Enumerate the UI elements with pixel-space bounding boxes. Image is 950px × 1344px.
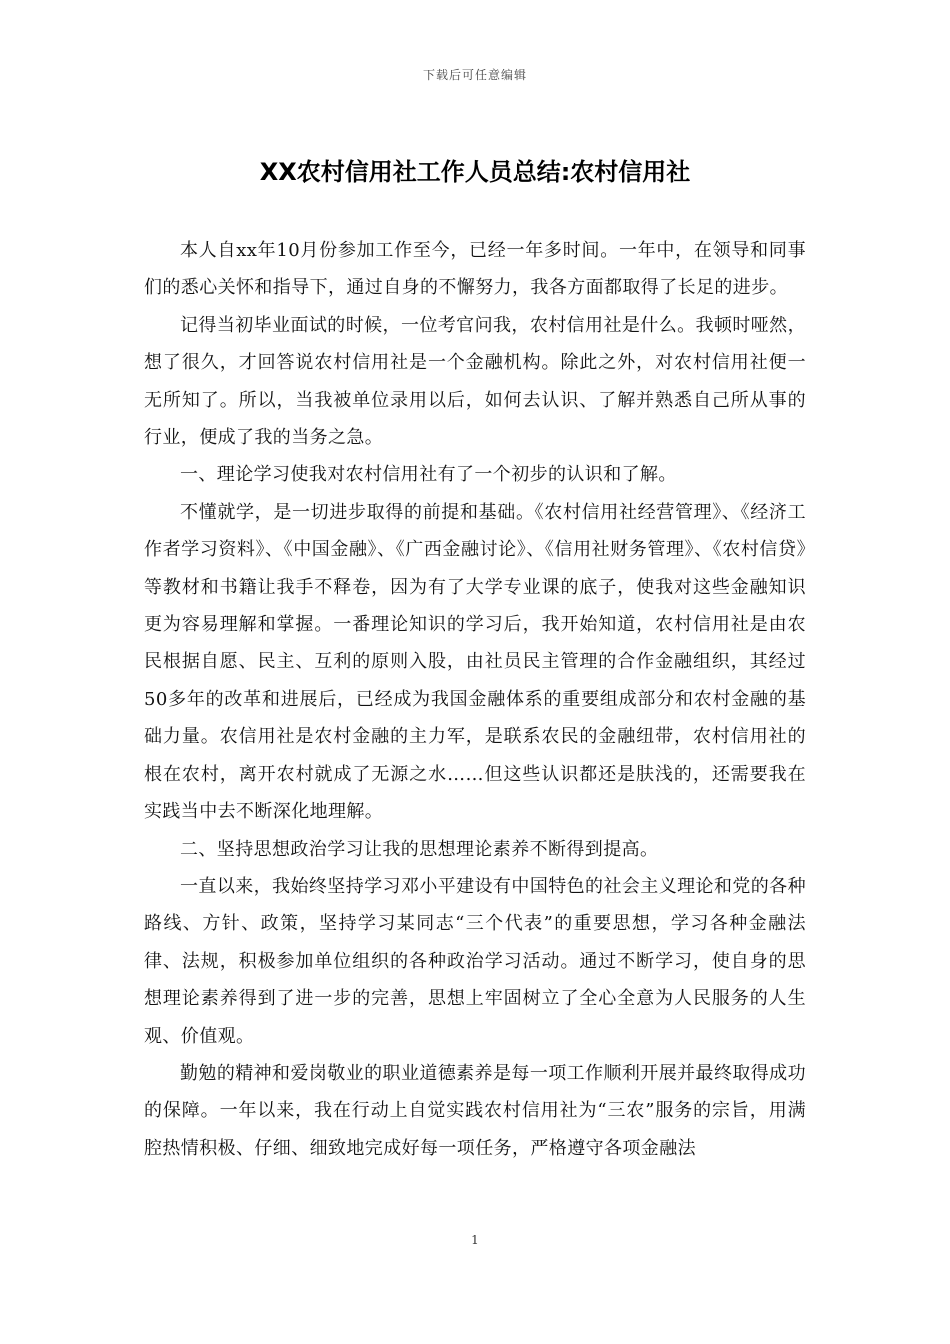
header-note: 下载后可任意编辑 [422, 68, 527, 82]
section-heading-theory: 一、理论学习使我对农村信用社有了一个初步的认识和了解。 [180, 464, 677, 486]
document-body [144, 232, 806, 1167]
paragraph-theory: 不懂就学，是一切进步取得的前提和基础。《农村信用社经营管理》、《经济工作者学习资料》、《中国金融》、《广西金融讨论》、《信用社财务管理》、《农村信贷》等教材和书籍让我手不释卷，因为有了大学专业课的底子，使我对这些金融知识更为容易理解和掌握。一番理论知识的学习后，我开始知道，农村信用社是由农民根据自愿、民主、互利的原则入股，由社员民主管理的合作金融组织，其经过50多年的改革和进展后，已经成为我国金融体系的重要组成部分和农村金融的基础力量。农信用社是农村金融的主力军，是联系农民的金融纽带，农村信用社的根在农村，离开农村就成了无源之水……但这些认识都还是肤浅的，还需要我在实践当中去不断深化地理解。 [144, 501, 806, 823]
paragraph-interview: 记得当初毕业面试的时候，一位考官问我，农村信用社是什么。我顿时哑然，想了很久，才回答说农村信用社是一个金融机构。除此之外，对农村信用社便一无所知了。所以，当我被单位录用以后，如何去认识、了解并熟悉自己所从事的行业，便成了我的当务之急。 [144, 314, 806, 449]
paragraph-politics: 一直以来，我始终坚持学习邓小平建设有中国特色的社会主义理论和党的各种路线、方针、政策，坚持学习某同志“三个代表”的重要思想，学习各种金融法律、法规，积极参加单位组织的各种政治学习活动。通过不断学习，使自身的思想理论素养得到了进一步的完善，思想上牢固树立了全心全意为人民服务的人生观、价值观。 [144, 875, 806, 1047]
section-heading-politics: 二、坚持思想政治学习让我的思想理论素养不断得到提高。 [180, 838, 659, 860]
paragraph-intro: 本人自xx年10月份参加工作至今，已经一年多时间。一年中，在领导和同事们的悉心关怀和指导下，通过自身的不懈努力，我各方面都取得了长足的进步。 [144, 240, 806, 299]
page-number: 1 [471, 1233, 479, 1247]
document-title: XX农村信用社工作人员总结:农村信用社 [259, 158, 691, 186]
paragraph-diligence: 勤勉的精神和爱岗敬业的职业道德素养是每一项工作顺利开展并最终取得成功的保障。一年以来，我在行动上自觉实践农村信用社为“三农”服务的宗旨，用满腔热情积极、仔细、细致地完成好每一项任务，严格遵守各项金融法 [144, 1062, 806, 1159]
